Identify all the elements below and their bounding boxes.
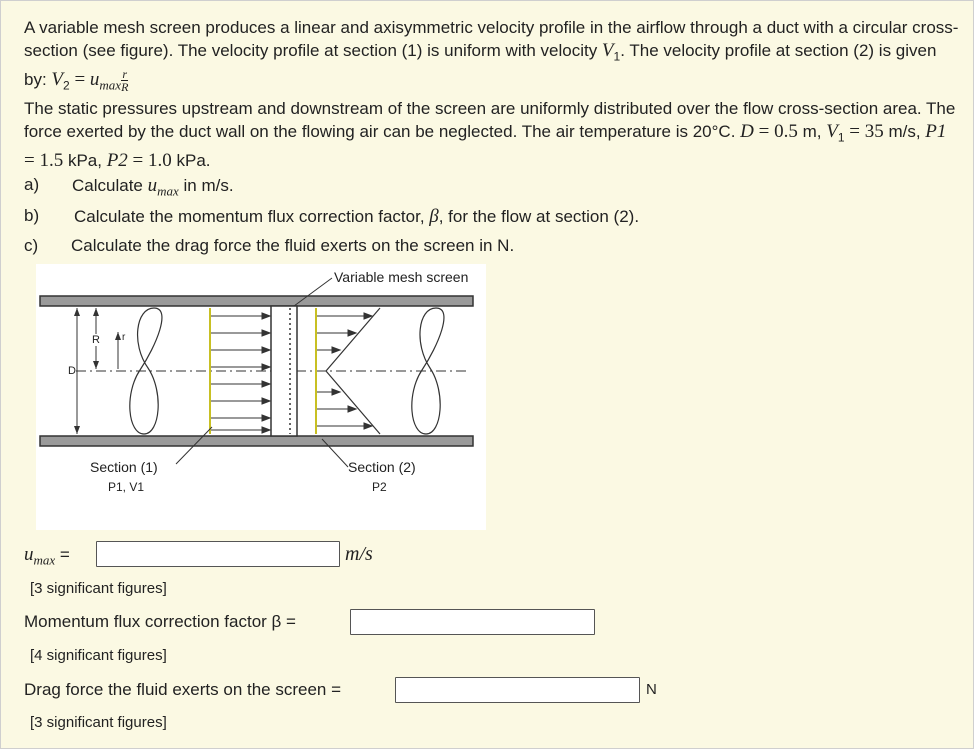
drag-hint: [3 significant figures] — [30, 714, 167, 731]
beta-hint: [4 significant figures] — [30, 647, 167, 664]
umax-hint: [3 significant figures] — [30, 580, 167, 597]
section1-label: Section (1) — [90, 459, 158, 475]
question-a: a) Calculate $u_{max}$ in m/s. — [24, 175, 234, 199]
screen-label: Variable mesh screen — [334, 269, 469, 285]
problem-conditions: The static pressures upstream and downstream of the screen are uniformly distributed over the flow cross-section area. The force exerted by the duct wall on the flowing air can be neglected. The air temperature is 20°C. D = 0.5 m, $V_1 = 35$ m/s, P1 = 1.5 kPa, P2 = 1.0 kPa. — [24, 99, 956, 172]
question-b: b) Calculate the momentum flux correction factor, β, for the flow at section (2). — [24, 206, 640, 227]
duct-diagram — [36, 264, 486, 530]
umax-input[interactable] — [96, 541, 340, 567]
beta-input[interactable] — [350, 609, 595, 635]
section1-arrows — [211, 313, 270, 433]
question-c: c) Calculate the drag force the fluid exerts on the screen in N. — [24, 236, 515, 255]
label-r: r — [122, 332, 126, 343]
drag-input[interactable] — [395, 677, 640, 703]
umax-label: $u_{max}$ = — [24, 544, 70, 568]
umax-unit: m/s — [345, 543, 373, 565]
r-over-R-fraction: $\frac{r}{R}$ — [121, 67, 129, 95]
section2-sublabel: P2 — [372, 480, 387, 494]
mesh-screen — [271, 306, 297, 436]
drag-label: Drag force the fluid exerts on the screen = — [24, 680, 342, 699]
problem-intro: A variable mesh screen produces a linear and axisymmetric velocity profile in the airflow through a duct with a circular cross-section (see figure). The velocity profile at section (1) is uniform with velocity $V_1$. The velocity profile at section (2) is given by: $V_2 = u_{max}$ $\frac{r}{R}$ — [24, 18, 959, 95]
label-R: R — [92, 334, 100, 346]
section1-sublabel: P1, V1 — [108, 480, 145, 494]
section2-label: Section (2) — [348, 459, 416, 475]
duct-top-wall — [40, 296, 473, 306]
duct-figure — [36, 264, 486, 530]
beta-label: Momentum flux correction factor β = — [24, 612, 296, 631]
label-D: D — [68, 365, 76, 377]
duct-bottom-wall — [40, 436, 473, 446]
drag-unit: N — [646, 681, 657, 698]
